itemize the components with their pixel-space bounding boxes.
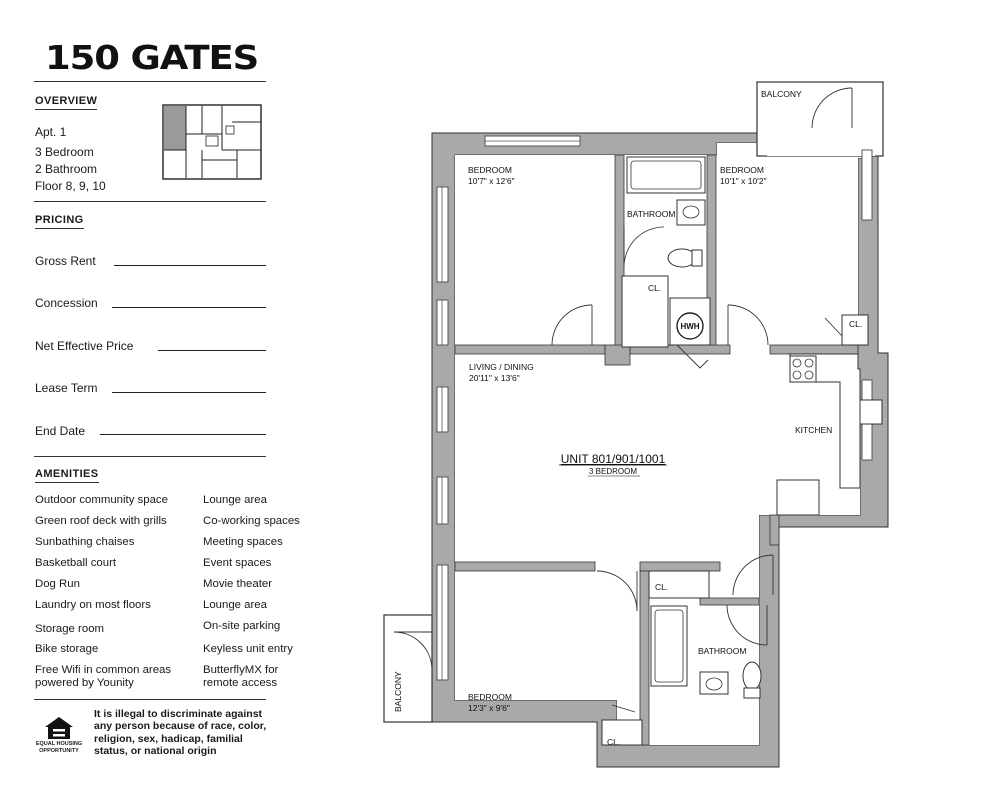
balcony-top-label: BALCONY (761, 89, 802, 99)
brand-logo: 150 GATES (45, 38, 259, 77)
amenity-item: Lounge area (203, 494, 267, 506)
closet-label: CL. (849, 319, 863, 329)
unit-title: UNIT 801/901/1001 (560, 452, 666, 466)
floor-list: Floor 8, 9, 10 (35, 179, 106, 193)
end-date-field[interactable] (100, 434, 266, 435)
lease-term-field[interactable] (112, 392, 266, 393)
bedroom-ne-dims: 10'1" x 10'2" (720, 176, 767, 186)
kitchen-label: KITCHEN (795, 425, 833, 435)
equal-housing-label: EQUAL HOUSING OPPORTUNITY (35, 741, 83, 754)
key-plan-thumbnail (162, 104, 262, 180)
equal-housing-icon (44, 716, 74, 740)
balcony-left-label: BALCONY (393, 671, 403, 712)
amenity-item: Outdoor community space (35, 494, 168, 506)
refrigerator (777, 480, 819, 515)
living-dining-name: LIVING / DINING (469, 362, 534, 372)
closet-label: CL. (648, 283, 662, 293)
bathtub (627, 157, 705, 193)
lease-term-label: Lease Term (35, 381, 98, 395)
sink (700, 672, 728, 694)
amenity-item: Dog Run (35, 578, 80, 590)
amenity-item: Basketball court (35, 557, 117, 569)
pricing-heading: PRICING (35, 214, 84, 229)
divider (34, 699, 266, 700)
bedroom-nw-name: BEDROOM (468, 165, 512, 175)
amenity-item: ButterflyMX for remote access (203, 664, 279, 689)
bedroom-sw-name: BEDROOM (468, 692, 512, 702)
bedroom-sw-dims: 12'3" x 9'6" (468, 703, 510, 713)
bedroom-nw-dims: 10'7" x 12'6" (468, 176, 515, 186)
net-effective-price-label: Net Effective Price (35, 339, 134, 353)
bedroom-count: 3 Bedroom (35, 145, 94, 159)
unit-subtitle: 3 BEDROOM (588, 467, 638, 476)
apartment-label: Apt. 1 (35, 125, 67, 139)
amenity-item: Event spaces (203, 557, 272, 569)
divider (34, 81, 266, 82)
fair-housing-disclaimer: It is illegal to discriminate against any person because of race, color, religion, sex, hadicap, familial status, or national origin (94, 708, 267, 758)
amenity-item: Lounge area (203, 599, 267, 611)
amenity-item: Meeting spaces (203, 536, 283, 548)
amenity-item: Storage room (35, 623, 105, 635)
amenity-item: Bike storage (35, 643, 99, 655)
amenity-item: On-site parking (203, 620, 281, 632)
gross-rent-label: Gross Rent (35, 254, 96, 268)
amenity-item: Co-working spaces (203, 515, 300, 527)
toilet (743, 662, 761, 690)
bathroom-count: 2 Bathroom (35, 162, 98, 176)
overview-heading: OVERVIEW (35, 95, 97, 110)
sink (677, 200, 705, 225)
end-date-label: End Date (35, 424, 86, 438)
balcony-left (384, 615, 432, 722)
net-effective-price-field[interactable] (158, 350, 266, 351)
closet-label: CL. (655, 582, 669, 592)
closet-label: CL. (607, 737, 621, 747)
amenity-item: Keyless unit entry (203, 643, 293, 655)
key-plan-highlight (164, 106, 186, 150)
divider (34, 456, 266, 457)
bathroom-bottom-label: BATHROOM (698, 646, 747, 656)
hwh-label: HWH (680, 322, 700, 331)
amenity-item: Movie theater (203, 578, 273, 590)
bathroom-top-label: BATHROOM (627, 209, 676, 219)
amenity-item: Free Wifi in common areas powered by Younity (35, 664, 172, 689)
bedroom-ne-name: BEDROOM (720, 165, 764, 175)
amenity-item: Laundry on most floors (35, 599, 151, 611)
gross-rent-field[interactable] (114, 265, 266, 266)
kitchen-sink (860, 400, 882, 424)
concession-label: Concession (35, 296, 98, 310)
divider (34, 201, 266, 202)
amenity-item: Sunbathing chaises (35, 536, 135, 548)
concession-field[interactable] (112, 307, 266, 308)
amenity-item: Green roof deck with grills (35, 515, 167, 527)
bathtub (651, 606, 687, 686)
amenities-heading: AMENITIES (35, 468, 99, 483)
living-dining-dims: 20'11" x 13'6" (469, 373, 520, 383)
floor-plan (380, 80, 900, 770)
